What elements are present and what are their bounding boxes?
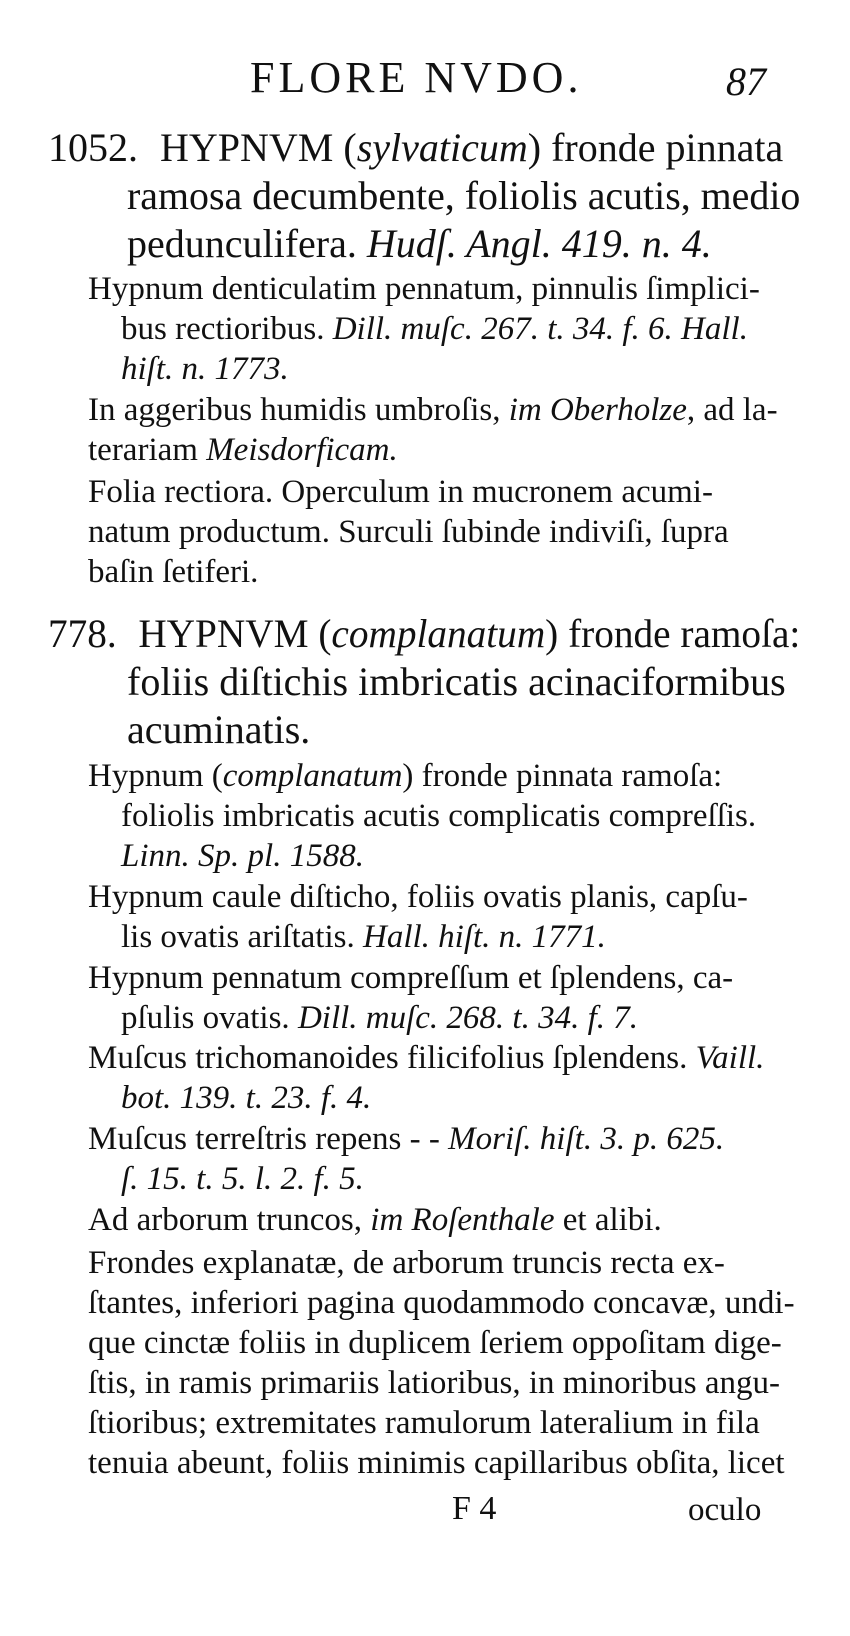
description-line: baſin ſetiferi. xyxy=(88,554,259,590)
genus-name: HYPNVM xyxy=(160,125,334,170)
genus-name: HYPNVM xyxy=(138,611,309,656)
description-line: ſtantes, inferiori pagina quodammodo concavæ, undi- xyxy=(88,1285,795,1321)
entry-number: 1052. xyxy=(48,125,138,170)
entry-778-line-2: foliis diſtichis imbricatis acinaciformibus xyxy=(127,659,786,704)
signature-mark: F 4 xyxy=(452,1490,497,1527)
synonym-line: Hypnum caule diſticho, foliis ovatis planis, capſu- xyxy=(88,879,748,915)
description-line: ſtioribus; extremitates ramulorum lateralium in fila xyxy=(88,1405,760,1441)
entry-1052-line-2: ramosa decumbente, foliolis acutis, medio xyxy=(127,173,801,218)
description-line: tenuia abeunt, foliis minimis capillaribus obſita, licet xyxy=(88,1445,785,1481)
entry-1052-heading: 1052. HYPNVM (sylvaticum) fronde pinnata xyxy=(48,125,784,170)
place-name: im Oberholze xyxy=(508,392,687,428)
synonym-line: Muſcus trichomanoides filicifolius ſplendens. Vaill. xyxy=(88,1040,765,1076)
synonym-line: lis ovatis ariſtatis. Hall. hiſt. n. 1771. xyxy=(121,919,606,955)
synonym-line: Muſcus terreſtris repens - - Moriſ. hiſt. 3. p. 625. xyxy=(88,1121,725,1157)
reference: Dill. muſc. 268. t. 34. f. 7. xyxy=(297,1000,639,1036)
entry-1052-line-3: pedunculifera. Hudſ. Angl. 419. n. 4. xyxy=(127,221,712,266)
synonym-line: Hypnum (complanatum) fronde pinnata ramoſa: xyxy=(88,758,723,794)
description-line: natum productum. Surculi ſubinde indiviſi, ſupra xyxy=(88,514,729,550)
synonym-line: bus rectioribus. Dill. muſc. 267. t. 34. f. 6. Hall. xyxy=(121,311,748,347)
species-name: complanatum xyxy=(222,758,403,794)
synonym-line: Hypnum pennatum compreſſum et ſplendens, ca- xyxy=(88,960,734,996)
entry-778-heading: 778. HYPNVM (complanatum) fronde ramoſa: xyxy=(48,611,801,656)
description-line: ſtis, in ramis primariis latioribus, in minoribus angu- xyxy=(88,1365,781,1401)
reference: bot. 139. t. 23. f. 4. xyxy=(121,1080,372,1116)
reference: Moriſ. hiſt. 3. p. 625. xyxy=(448,1121,725,1157)
place-name: Meisdorficam. xyxy=(206,432,398,468)
description-line: Frondes explanatæ, de arborum truncis recta ex- xyxy=(88,1245,725,1281)
running-title: FLORE NVDO. xyxy=(250,53,583,102)
synonym-line: foliolis imbricatis acutis complicatis compreſſis. xyxy=(121,798,757,834)
reference: Dill. muſc. 267. t. 34. f. 6. Hall. xyxy=(332,311,748,347)
reference: hiſt. n. 1773. xyxy=(121,351,289,387)
habitat-line: terariam Meisdorficam. xyxy=(88,432,398,468)
reference: ſ. 15. t. 5. l. 2. f. 5. xyxy=(121,1161,364,1197)
synonym-line: pſulis ovatis. Dill. muſc. 268. t. 34. f. 7. xyxy=(121,1000,639,1036)
synonym-line: Hypnum denticulatim pennatum, pinnulis ſimplici- xyxy=(88,271,760,307)
reference: Hudſ. Angl. 419. n. 4. xyxy=(366,221,712,266)
reference: Linn. Sp. pl. 1588. xyxy=(121,838,364,874)
reference: Hall. hiſt. n. 1771. xyxy=(362,919,606,955)
habitat-line: Ad arborum truncos, im Roſenthale et alibi. xyxy=(88,1202,662,1238)
description-line: que cinctæ foliis in duplicem ſeriem oppoſitam dige- xyxy=(88,1325,782,1361)
catchword: oculo xyxy=(688,1492,762,1528)
species-name: sylvaticum xyxy=(356,125,528,170)
place-name: im Roſenthale xyxy=(370,1202,555,1238)
habitat-line: In aggeribus humidis umbroſis, im Oberholze, ad la- xyxy=(88,392,778,428)
species-name: complanatum xyxy=(331,611,546,656)
page-number: 87 xyxy=(726,59,766,104)
description-line: Folia rectiora. Operculum in mucronem acumi- xyxy=(88,474,713,510)
entry-number: 778. xyxy=(48,611,117,656)
entry-778-line-3: acuminatis. xyxy=(127,707,311,752)
reference: Vaill. xyxy=(695,1040,765,1076)
